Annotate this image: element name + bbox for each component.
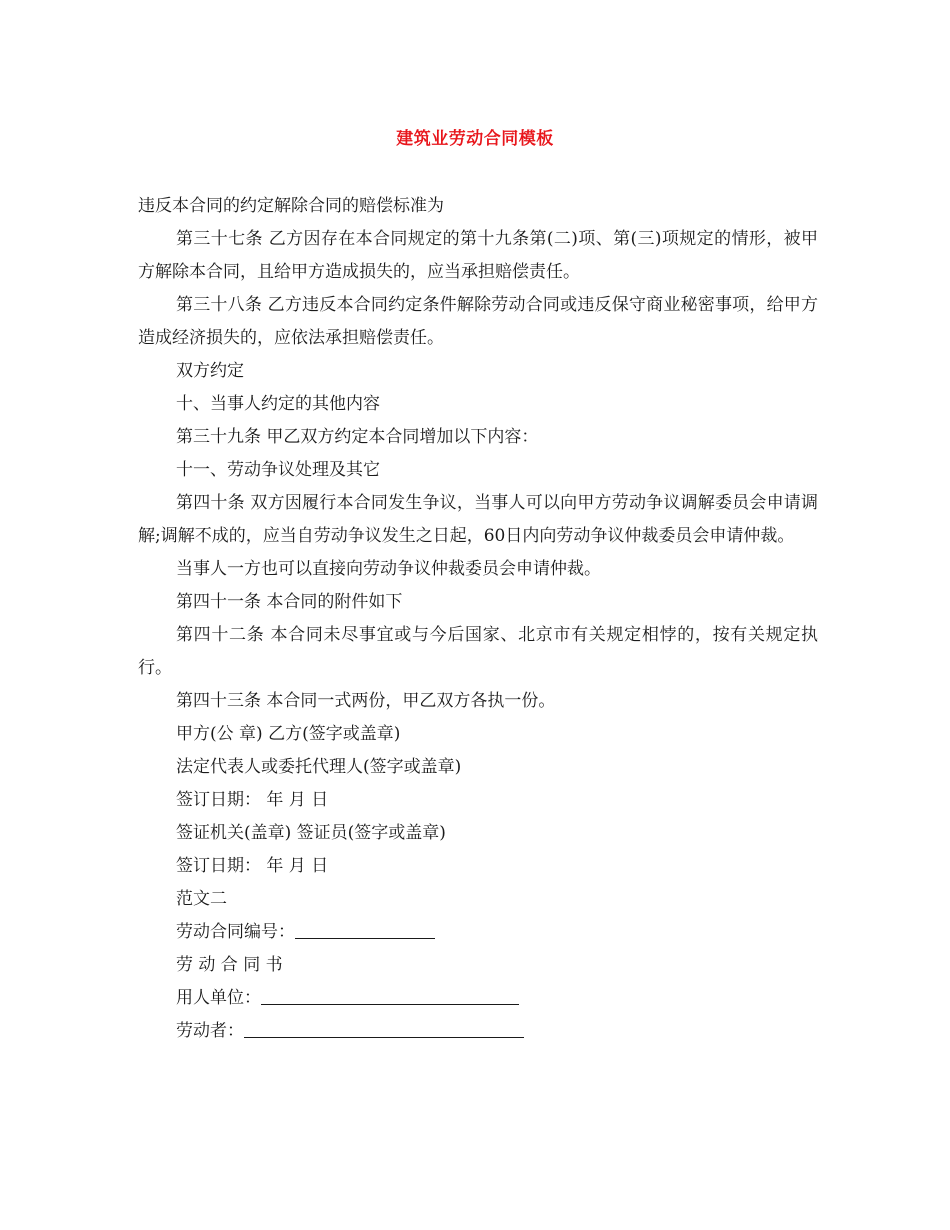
paragraph: 十、当事人约定的其他内容 bbox=[176, 394, 380, 414]
certification-line: 签证机关(盖章) 签证员(签字或盖章) bbox=[176, 823, 446, 843]
paragraph: 当事人一方也可以直接向劳动争议仲裁委员会申请仲裁。 bbox=[176, 559, 601, 579]
paragraph: 第三十九条 甲乙双方约定本合同增加以下内容： bbox=[176, 427, 539, 447]
contract-number-label: 劳动合同编号： bbox=[176, 922, 295, 942]
representative-line: 法定代表人或委托代理人(签字或盖章) bbox=[176, 757, 462, 777]
paragraph: 违反本合同的约定解除合同的赔偿标准为 bbox=[138, 196, 444, 216]
worker-line bbox=[138, 1015, 818, 1048]
employer-blank bbox=[261, 986, 519, 1005]
signing-date-line: 签订日期： 年 月 日 bbox=[176, 790, 329, 810]
signing-date-line: 签订日期： 年 月 日 bbox=[176, 856, 329, 876]
paragraph: 第四十条 双方因履行本合同发生争议，当事人可以向甲方劳动争议调解委员会申请调解;调解不成的，应当自劳动争议发生之日起，60日内向劳动争议仲裁委员会申请仲裁。 bbox=[138, 493, 818, 546]
contract-number-line bbox=[138, 916, 818, 949]
paragraph: 十一、劳动争议处理及其它 bbox=[176, 460, 380, 480]
paragraph: 第四十三条 本合同一式两份，甲乙双方各执一份。 bbox=[176, 691, 556, 711]
contract-heading: 劳 动 合 同 书 bbox=[176, 955, 283, 975]
document-title: 建筑业劳动合同模板 bbox=[396, 129, 554, 149]
contract-number-blank bbox=[295, 920, 435, 939]
paragraph: 双方约定 bbox=[176, 361, 244, 381]
paragraph: 第四十一条 本合同的附件如下 bbox=[176, 592, 403, 612]
document-body bbox=[138, 190, 818, 1048]
employer-line bbox=[138, 982, 818, 1015]
worker-label: 劳动者： bbox=[176, 1021, 244, 1041]
paragraph: 第四十二条 本合同未尽事宜或与今后国家、北京市有关规定相悖的，按有关规定执行。 bbox=[138, 625, 818, 678]
paragraph: 第三十八条 乙方违反本合同约定条件解除劳动合同或违反保守商业秘密事项，给甲方造成经济损失的，应依法承担赔偿责任。 bbox=[138, 295, 818, 348]
worker-blank bbox=[244, 1019, 524, 1038]
signature-parties-line: 甲方(公 章) 乙方(签字或盖章) bbox=[176, 724, 401, 744]
sample-heading: 范文二 bbox=[176, 889, 227, 909]
paragraph: 第三十七条 乙方因存在本合同规定的第十九条第(二)项、第(三)项规定的情形，被甲方解除本合同，且给甲方造成损失的，应当承担赔偿责任。 bbox=[138, 229, 818, 282]
employer-label: 用人单位： bbox=[176, 988, 261, 1008]
